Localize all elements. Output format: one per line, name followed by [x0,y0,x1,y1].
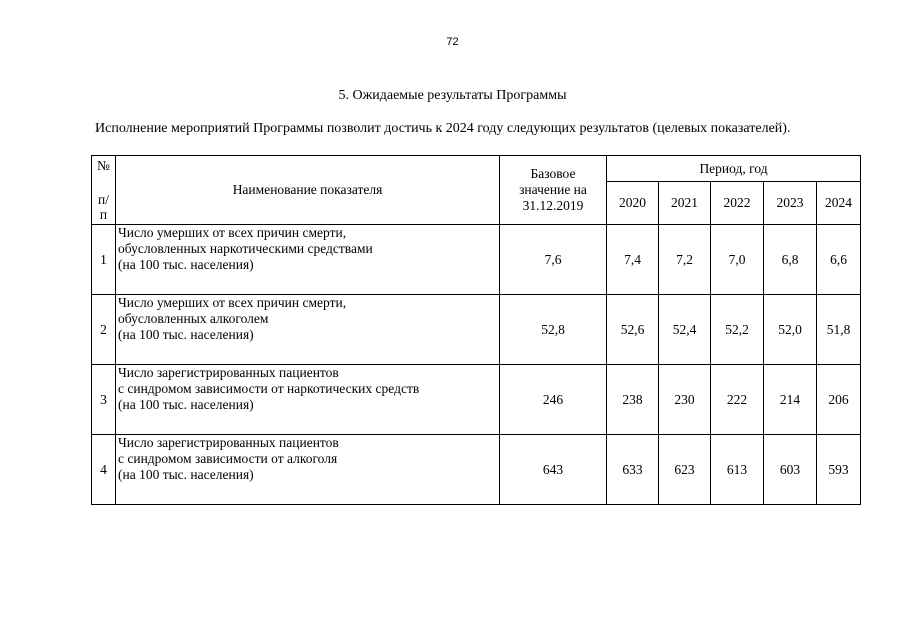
year-value: 603 [764,435,817,505]
header-year: 2024 [817,182,861,225]
page-number: 72 [446,36,459,48]
year-value: 633 [607,435,659,505]
row-number: 1 [92,225,116,295]
year-value: 6,8 [764,225,817,295]
indicator-name-line: (на 100 тыс. населения) [118,327,254,342]
base-value: 52,8 [500,295,607,365]
indicator-name-line: обусловленных алкоголем [118,311,269,326]
year-value: 238 [607,365,659,435]
indicator-name [116,435,500,505]
header-year: 2021 [659,182,711,225]
header-row-number [92,156,116,225]
indicator-name-line: с синдромом зависимости от алкоголя [118,451,338,466]
results-table [91,155,861,505]
year-value: 52,0 [764,295,817,365]
indicator-name-line: Число зарегистрированных пациентов [118,435,339,450]
indicator-name-line: обусловленных наркотическими средствами [118,241,373,256]
intro-paragraph: Исполнение мероприятий Программы позволит достичь к 2024 году следующих результатов (целевых показателей). [95,121,791,136]
year-value: 230 [659,365,711,435]
year-value: 52,4 [659,295,711,365]
row-number: 2 [92,295,116,365]
year-value: 7,4 [607,225,659,295]
header-year: 2023 [764,182,817,225]
table-row [92,295,861,365]
year-value: 6,6 [817,225,861,295]
header-base-value: Базовое значение на 31.12.2019 [500,156,607,225]
header-indicator-name: Наименование показателя [116,156,500,225]
base-value: 7,6 [500,225,607,295]
year-value: 623 [659,435,711,505]
header-year: 2020 [607,182,659,225]
section-title: 5. Ожидаемые результаты Программы [338,88,567,103]
table-row [92,225,861,295]
indicator-name-line: Число зарегистрированных пациентов [118,365,339,380]
indicator-name-line: (на 100 тыс. населения) [118,467,254,482]
year-value: 222 [711,365,764,435]
year-value: 51,8 [817,295,861,365]
indicator-name [116,365,500,435]
header-number-pp: п/ п [98,192,109,222]
year-value: 206 [817,365,861,435]
indicator-name-line: (на 100 тыс. населения) [118,397,254,412]
header-year: 2022 [711,182,764,225]
year-value: 52,2 [711,295,764,365]
header-number-sign: № [97,158,110,173]
indicator-name [116,225,500,295]
table-row [92,435,861,505]
row-number: 3 [92,365,116,435]
header-period: Период, год [607,156,861,182]
base-value: 246 [500,365,607,435]
indicator-name-line: Число умерших от всех причин смерти, [118,295,347,310]
year-value: 7,0 [711,225,764,295]
year-value: 214 [764,365,817,435]
indicator-name-line: Число умерших от всех причин смерти, [118,225,347,240]
year-value: 593 [817,435,861,505]
base-value: 643 [500,435,607,505]
row-number: 4 [92,435,116,505]
indicator-name-line: с синдромом зависимости от наркотических средств [118,381,420,396]
year-value: 7,2 [659,225,711,295]
indicator-name [116,295,500,365]
table-row [92,365,861,435]
year-value: 52,6 [607,295,659,365]
indicator-name-line: (на 100 тыс. населения) [118,257,254,272]
year-value: 613 [711,435,764,505]
